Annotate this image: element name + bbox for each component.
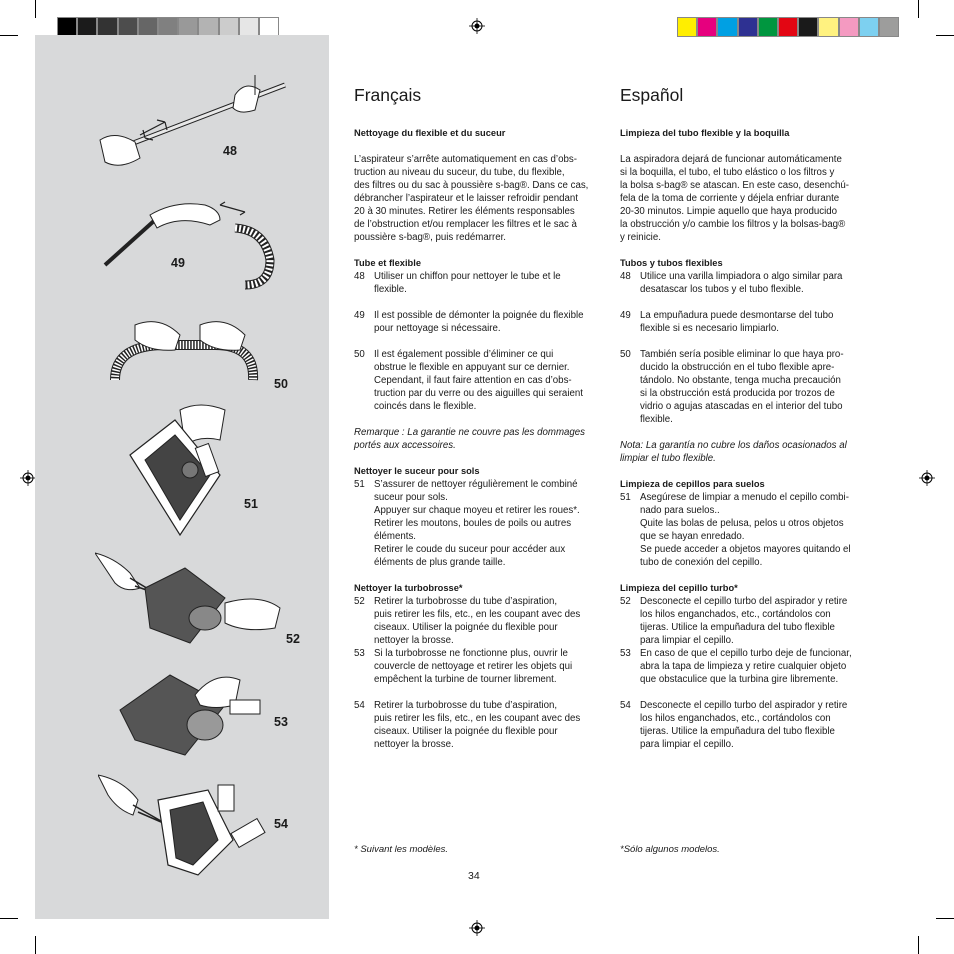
figure-48-tube-cleaning-illustration: [95, 70, 305, 175]
figure-number: 54: [274, 817, 288, 831]
footnote: *Sólo algunos modelos.: [620, 844, 720, 855]
figure-number: 50: [274, 377, 288, 391]
footnote: * Suivant les modèles.: [354, 844, 448, 855]
instruction-text: También sería posible eliminar lo que haya pro- ducido la obstrucción en el tubo flexible apre- tándolo. No obstante, tenga mucha precaución si la obstrucción está producida por trozos de vidrio o agujas atascadas en el interior del tubo flexible.: [640, 349, 844, 425]
instruction-item: [620, 595, 870, 647]
instruction-number: 49: [354, 310, 365, 321]
registration-mark-icon: [919, 470, 935, 486]
instruction-item: [620, 699, 870, 751]
section-heading: Tubos y tubos flexibles: [620, 258, 723, 268]
section-heading: Nettoyer le suceur pour sols: [354, 466, 480, 476]
registration-mark-icon: [20, 470, 36, 486]
instruction-text: En caso de que el cepillo turbo deje de funcionar, abra la tapa de limpieza y retire cualquier objeto que obstaculice que la turbina gire libremente.: [640, 648, 852, 685]
color-swatch: [219, 17, 239, 37]
section-heading: Tube et flexible: [354, 258, 421, 268]
instruction-text: Il est également possible d’éliminer ce qui obstrue le flexible en appuyant sur ce dernier. Cependant, il faut faire attention en cas d’obs- truction par du verre ou des aiguilles qui seraient coincés dans le flexible.: [374, 349, 583, 412]
section-heading: Limpieza del cepillo turbo*: [620, 583, 738, 593]
figure-number: 48: [223, 144, 237, 158]
figure-52-turbobrush-scissors-illustration: [95, 548, 285, 648]
instruction-text: Si la turbobrosse ne fonctionne plus, ouvrir le couvercle de nettoyage et retirer les objets qui empêchent la turbine de tourner librement.: [374, 648, 573, 685]
color-swatch: [198, 17, 218, 37]
color-swatch: [118, 17, 138, 37]
color-swatch: [158, 17, 178, 37]
instruction-number: 52: [354, 596, 365, 607]
instruction-text: Utilice una varilla limpiadora o algo similar para desatascar los tubos y el tubo flexible.: [640, 271, 843, 295]
figure-number: 53: [274, 715, 288, 729]
color-swatch: [97, 17, 117, 37]
section-heading: Nettoyer la turbobrosse*: [354, 583, 463, 593]
figure-number: 52: [286, 632, 300, 646]
registration-mark-icon: [469, 920, 485, 936]
instruction-number: 50: [354, 349, 365, 360]
instruction-text: S’assurer de nettoyer régulièrement le combiné suceur pour sols. Appuyer sur chaque moyeu et retirer les roues*. Retirer les moutons, boules de poils ou autres éléments. Retirer le coude du suceur pour accéder aux éléments de plus grande taille.: [374, 479, 580, 568]
page-number: 34: [468, 870, 480, 882]
color-swatch: [738, 17, 758, 37]
crop-mark: [918, 936, 919, 954]
instruction-text: Asegúrese de limpiar a menudo el cepillo combi- nado para suelos.. Quite las bolas de pelusa, pelos u otros objetos que se hayan enredado. Se puede acceder a objetos mayores quitando el tubo de conexión del cepillo.: [640, 492, 851, 568]
instruction-text: Utiliser un chiffon pour nettoyer le tube et le flexible.: [374, 271, 561, 295]
instruction-number: 53: [620, 648, 631, 659]
crop-mark: [918, 0, 919, 18]
figure-50-hose-squeeze-illustration: [105, 310, 265, 385]
registration-mark-icon: [469, 18, 485, 34]
spanish-column: [620, 84, 870, 751]
color-swatch: [798, 17, 818, 37]
remark-note: Nota: La garantía no cubre los daños ocasionados al limpiar el tubo flexible.: [620, 440, 847, 464]
figure-51-floor-nozzle-illustration: [125, 395, 235, 540]
section-heading: Limpieza de cepillos para suelos: [620, 479, 765, 489]
instruction-number: 50: [620, 349, 631, 360]
crop-mark: [936, 918, 954, 919]
color-swatch: [239, 17, 259, 37]
color-swatch: [839, 17, 859, 37]
french-column: [354, 84, 604, 751]
instruction-number: 48: [620, 271, 631, 282]
color-swatch: [259, 17, 279, 37]
instruction-number: 51: [620, 492, 631, 503]
instruction-item: [620, 270, 870, 296]
color-swatch: [178, 17, 198, 37]
crop-mark: [35, 936, 36, 954]
instruction-text: Retirer la turbobrosse du tube d’aspiration, puis retirer les fils, etc., en les coupant avec des ciseaux. Utiliser la poignée du flexible pour nettoyer la brosse.: [374, 700, 581, 750]
instruction-item: [620, 491, 870, 569]
section-heading: Limpieza del tubo flexible y la boquilla: [620, 128, 790, 138]
color-swatch: [859, 17, 879, 37]
instruction-text: Desconecte el cepillo turbo del aspirador y retire los hilos enganchados, etc., cortándolos con tijeras. Utilice la empuñadura del tubo flexible para limpiar el cepillo.: [640, 700, 848, 750]
color-swatch: [818, 17, 838, 37]
section-heading: Nettoyage du flexible et du suceur: [354, 128, 506, 138]
color-swatch: [138, 17, 158, 37]
instruction-number: 48: [354, 271, 365, 282]
figure-49-handle-removal-illustration: [95, 190, 295, 295]
instruction-text: Desconecte el cepillo turbo del aspirador y retire los hilos enganchados, etc., cortándolos con tijeras. Utilice la empuñadura del tubo flexible para limpiar el cepillo.: [640, 596, 848, 646]
section-paragraph: L’aspirateur s’arrête automatiquement en cas d’obs- truction au niveau du suceur, du tube, du flexible, des filtres ou du sac à poussière s-bag®. Dans ce cas, débrancher l’aspirateur et le laisser refroidir pendant 20 à 30 minutes. Retirer les éléments responsables de l’obstruction et/ou remplacer les filtres et le sac à poussière s-bag®, puis redémarrer.: [354, 154, 589, 243]
instruction-item: [620, 309, 870, 335]
color-swatch: [57, 17, 77, 37]
instruction-number: 53: [354, 648, 365, 659]
color-swatch: [77, 17, 97, 37]
instruction-number: 49: [620, 310, 631, 321]
instruction-number: 52: [620, 596, 631, 607]
instruction-item: [354, 309, 604, 335]
color-swatch: [677, 17, 697, 37]
instruction-text: Retirer la turbobrosse du tube d’aspiration, puis retirer les fils, etc., en les coupant avec des ciseaux. Utiliser la poignée du flexible pour nettoyer la brosse.: [374, 596, 581, 646]
crop-mark: [936, 35, 954, 36]
remark-note: Remarque : La garantie ne couvre pas les dommages portés aux accessoires.: [354, 427, 586, 451]
instruction-item: [620, 647, 870, 686]
instruction-item: [620, 348, 870, 426]
section-paragraph: La aspiradora dejará de funcionar automáticamente si la boquilla, el tubo, el tubo elástico o los filtros y la bolsa s-bag® se atascan. En este caso, desenchú- fela de la toma de corriente y déjela enfriar durante 20-30 minutos. Limpie aquello que haya producido la obstrucción y/o cambie los filtros y la bolsas-bag® y reinicie.: [620, 154, 850, 243]
instruction-number: 54: [620, 700, 631, 711]
color-swatch: [697, 17, 717, 37]
crop-mark: [0, 918, 18, 919]
instruction-text: Il est possible de démonter la poignée du flexible pour nettoyage si nécessaire.: [374, 310, 584, 334]
color-swatch: [717, 17, 737, 37]
crop-mark: [0, 35, 18, 36]
instruction-text: La empuñadura puede desmontarse del tubo flexible si es necesario limpiarlo.: [640, 310, 834, 334]
figure-54-turbobrush-cutting-illustration: [98, 770, 268, 880]
instruction-item: [354, 270, 604, 296]
figure-number: 51: [244, 497, 258, 511]
instruction-number: 51: [354, 479, 365, 490]
instruction-item: [354, 595, 604, 647]
instruction-item: [354, 699, 604, 751]
instruction-item: [354, 647, 604, 686]
color-swatch: [879, 17, 899, 37]
instruction-item: [354, 478, 604, 569]
column-title: Français: [354, 85, 422, 105]
instruction-number: 54: [354, 700, 365, 711]
crop-mark: [35, 0, 36, 18]
color-swatch: [758, 17, 778, 37]
color-swatch: [778, 17, 798, 37]
instruction-item: [354, 348, 604, 413]
figure-number: 49: [171, 256, 185, 270]
figure-53-turbine-cover-illustration: [115, 660, 265, 765]
column-title: Español: [620, 85, 684, 105]
